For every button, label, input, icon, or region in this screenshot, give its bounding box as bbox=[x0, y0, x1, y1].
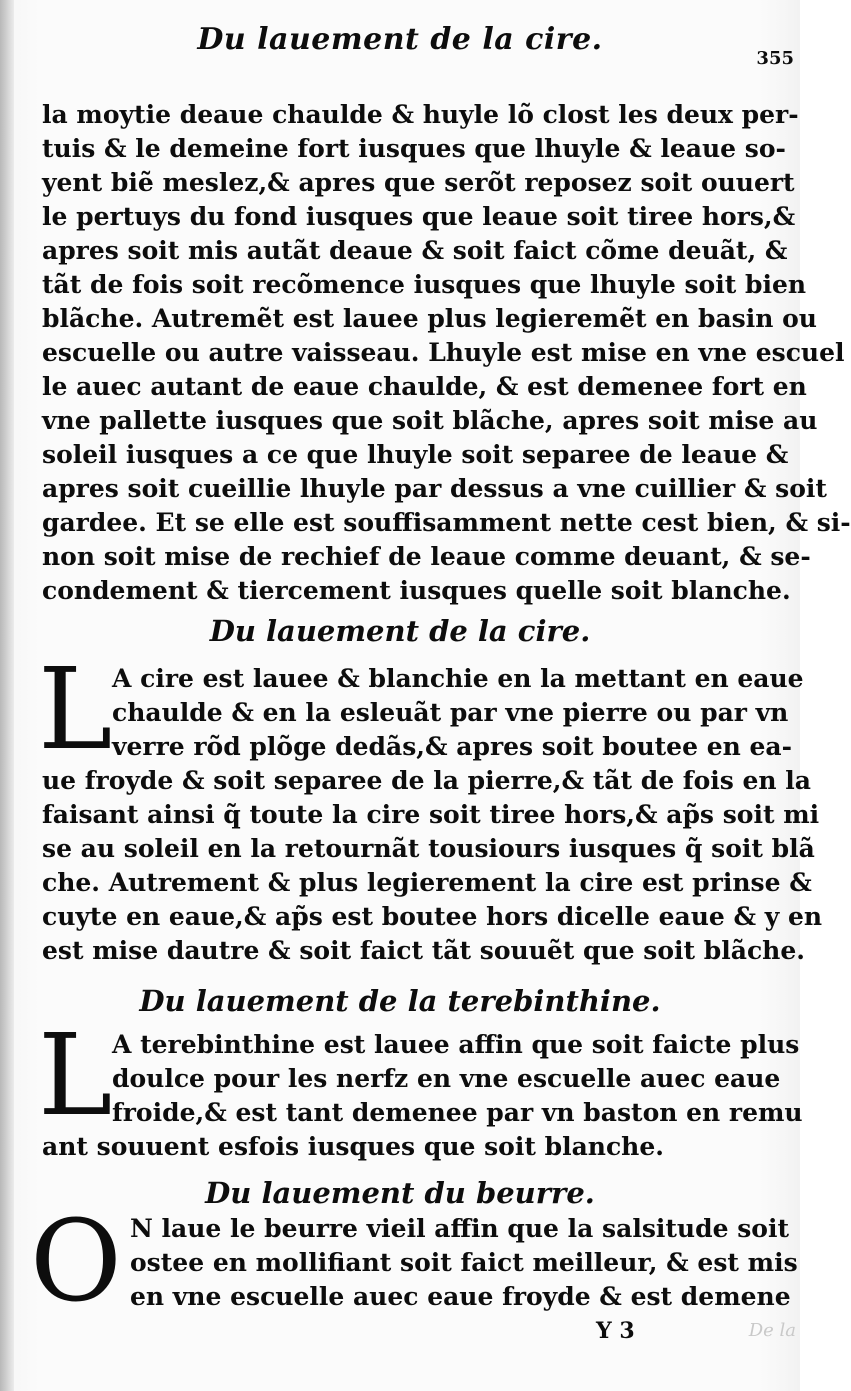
text-line: ue froyde & soit separee de la pierre,& tãt de fois en la bbox=[42, 766, 811, 795]
text-line: le pertuys du fond iusques que leaue soit tiree hors,& bbox=[42, 202, 796, 231]
text-line: verre rõd plõge dedãs,& apres soit boutee en ea- bbox=[112, 732, 792, 761]
section-heading-cire: Du lauement de la cire. bbox=[209, 614, 591, 648]
text-line: condement & tiercement iusques quelle soit blanche. bbox=[42, 576, 791, 605]
text-line: escuelle ou autre vaisseau. Lhuyle est mise en vne escuel bbox=[42, 338, 845, 367]
text-line: chaulde & en la esleuãt par vne pierre ou par vn bbox=[112, 698, 789, 727]
drop-cap: L bbox=[38, 645, 113, 775]
text-line: blãche. Autremẽt est lauee plus legieremẽt en basin ou bbox=[42, 304, 817, 333]
text-line: cuyte en eaue,& ap̃s est boutee hors dicelle eaue & y en bbox=[42, 902, 823, 931]
text-line: faisant ainsi q̃ toute la cire soit tiree hors,& ap̃s soit mi bbox=[42, 800, 820, 829]
section-heading-terebinthine: Du lauement de la terebinthine. bbox=[139, 984, 661, 1018]
text-line: A cire est lauee & blanchie en la mettant en eaue bbox=[112, 664, 804, 693]
text-line: yent biẽ meslez,& apres que serõt reposez soit ouuert bbox=[42, 168, 795, 197]
section-heading-beurre: Du lauement du beurre. bbox=[205, 1176, 595, 1210]
folio-number: 355 bbox=[756, 48, 794, 69]
text-line: soleil iusques a ce que lhuyle soit separee de leaue & bbox=[42, 440, 789, 469]
text-line: gardee. Et se elle est souffisamment nette cest bien, & si- bbox=[42, 508, 851, 537]
text-line: A terebinthine est lauee affin que soit faicte plus bbox=[112, 1030, 800, 1059]
text-line: froide,& est tant demenee par vn baston en remu bbox=[112, 1098, 803, 1127]
text-line: apres soit mis autãt deaue & soit faict cõme deuãt, & bbox=[42, 236, 788, 265]
text-line: se au soleil en la retournãt tousiours iusques q̃ soit blã bbox=[42, 834, 815, 863]
text-line: tuis & le demeine fort iusques que lhuyle & leaue so- bbox=[42, 134, 786, 163]
text-line: N laue le beurre vieil affin que la salsitude soit bbox=[130, 1214, 789, 1243]
signature-mark: Y 3 bbox=[596, 1318, 635, 1344]
drop-cap: O bbox=[30, 1197, 122, 1327]
text-line: doulce pour les nerfz en vne escuelle auec eaue bbox=[112, 1064, 781, 1093]
text-line: vne pallette iusques que soit blãche, apres soit mise au bbox=[42, 406, 818, 435]
text-line: tãt de fois soit recõmence iusques que lhuyle soit bien bbox=[42, 270, 807, 299]
running-head: Du lauement de la cire. bbox=[197, 22, 603, 57]
text-line: est mise dautre & soit faict tãt souuẽt que soit blãche. bbox=[42, 936, 805, 965]
text-line: en vne escuelle auec eaue froyde & est demene bbox=[130, 1282, 791, 1311]
text-line: la moytie deaue chaulde & huyle lõ clost les deux per- bbox=[42, 100, 799, 129]
text-line: non soit mise de rechief de leaue comme deuant, & se- bbox=[42, 542, 811, 571]
text-line: ostee en mollifiant soit faict meilleur, & est mis bbox=[130, 1248, 798, 1277]
text-line: apres soit cueillie lhuyle par dessus a vne cuillier & soit bbox=[42, 474, 827, 503]
text-line: ant souuent esfois iusques que soit blanche. bbox=[42, 1132, 664, 1161]
text-line: le auec autant de eaue chaulde, & est demenee fort en bbox=[42, 372, 807, 401]
text-line: che. Autrement & plus legierement la cire est prinse & bbox=[42, 868, 812, 897]
bleed-through-catchword: De la bbox=[748, 1320, 796, 1341]
drop-cap: L bbox=[38, 1011, 113, 1141]
